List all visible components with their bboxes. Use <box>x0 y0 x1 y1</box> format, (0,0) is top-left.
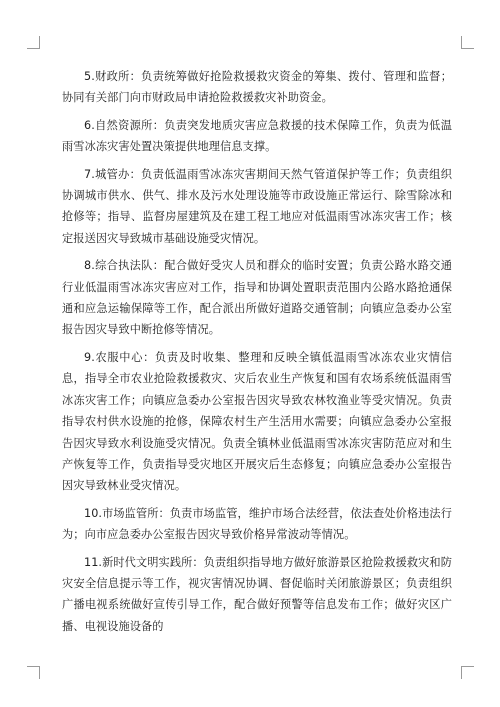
paragraph-law-enforcement-team: 8.综合执法队：配合做好受灾人员和群众的临时安置；负责公路水路交通行业低温雨雪冰冻灾害应对工作，指导和协调处置职责范围内公路水路抢通保通和应急运输保障等工作，配合派出所做好道路交通管制；向镇应急委办公室报告因灾导致中断抢修等情况。 <box>62 259 452 337</box>
paragraph-market-supervision-office: 10.市场监管所：负责市场监管，维护市场合法经营，依法查处价格违法行为；向市应急委办公室报告因灾导致价格异常波动等情况。 <box>62 506 453 542</box>
paragraph-finance-office: 5.财政所：负责统筹做好抢险救援救灾资金的筹集、拨付、管理和监督；协同有关部门向市财政局申请抢险救援救灾补助资金。 <box>62 70 452 105</box>
document-body <box>62 66 452 643</box>
crop-mark-bottom-right <box>461 666 474 679</box>
crop-mark-bottom-left <box>27 666 40 679</box>
paragraph-civilization-practice-office: 11.新时代文明实践所：负责组织指导地方做好旅游景区抢险救援救灾和防灾安全信息提示等工作，视灾害情况协调、督促临时关闭旅游景区；负责组织广播电视系统做好宣传引导工作，配合做好预警等信息发布工作；做好灾区广播、电视设施设备的 <box>62 555 453 633</box>
paragraph-agricultural-service-center: 9.农服中心：负责及时收集、整理和反映全镇低温雨雪冰冻农业灾情信息，指导全市农业抢险救援救灾、灾后农业生产恢复和国有农场系统低温雨雪冰冻灾害工作；向镇应急委办公室报告因灾导致农林牧渔业等受灾情况。负责指导农村供水设施的抢修，保障农村生产生活用水需要；向镇应急委办公室报告因灾导致水利设施受灾情况。负责全镇林业低温雨雪冰冻灾害防范应对和生产恢复等工作，负责指导受灾地区开展灾后生态修复；向镇应急委办公室报告因灾导致林业受灾情况。 <box>62 350 452 493</box>
paragraph-natural-resources-office: 6.自然资源所：负责突发地质灾害应急救援的技术保障工作，负责为低温雨雪冰冻灾害处置决策提供地理信息支撑。 <box>62 118 452 154</box>
crop-mark-top-right <box>461 36 474 49</box>
crop-mark-top-left <box>27 36 40 49</box>
paragraph-urban-management-office: 7.城管办：负责低温雨雪冰冻灾害期间天然气管道保护等工作；负责组织协调城市供水、供气、排水及污水处理设施等市政设施正常运行、除雪除冰和抢修等；指导、监督房屋建筑及在建工程工地应对低温雨雪冰冻灾害工作；核定报送因灾导致城市基础设施受灾情况。 <box>62 167 452 245</box>
